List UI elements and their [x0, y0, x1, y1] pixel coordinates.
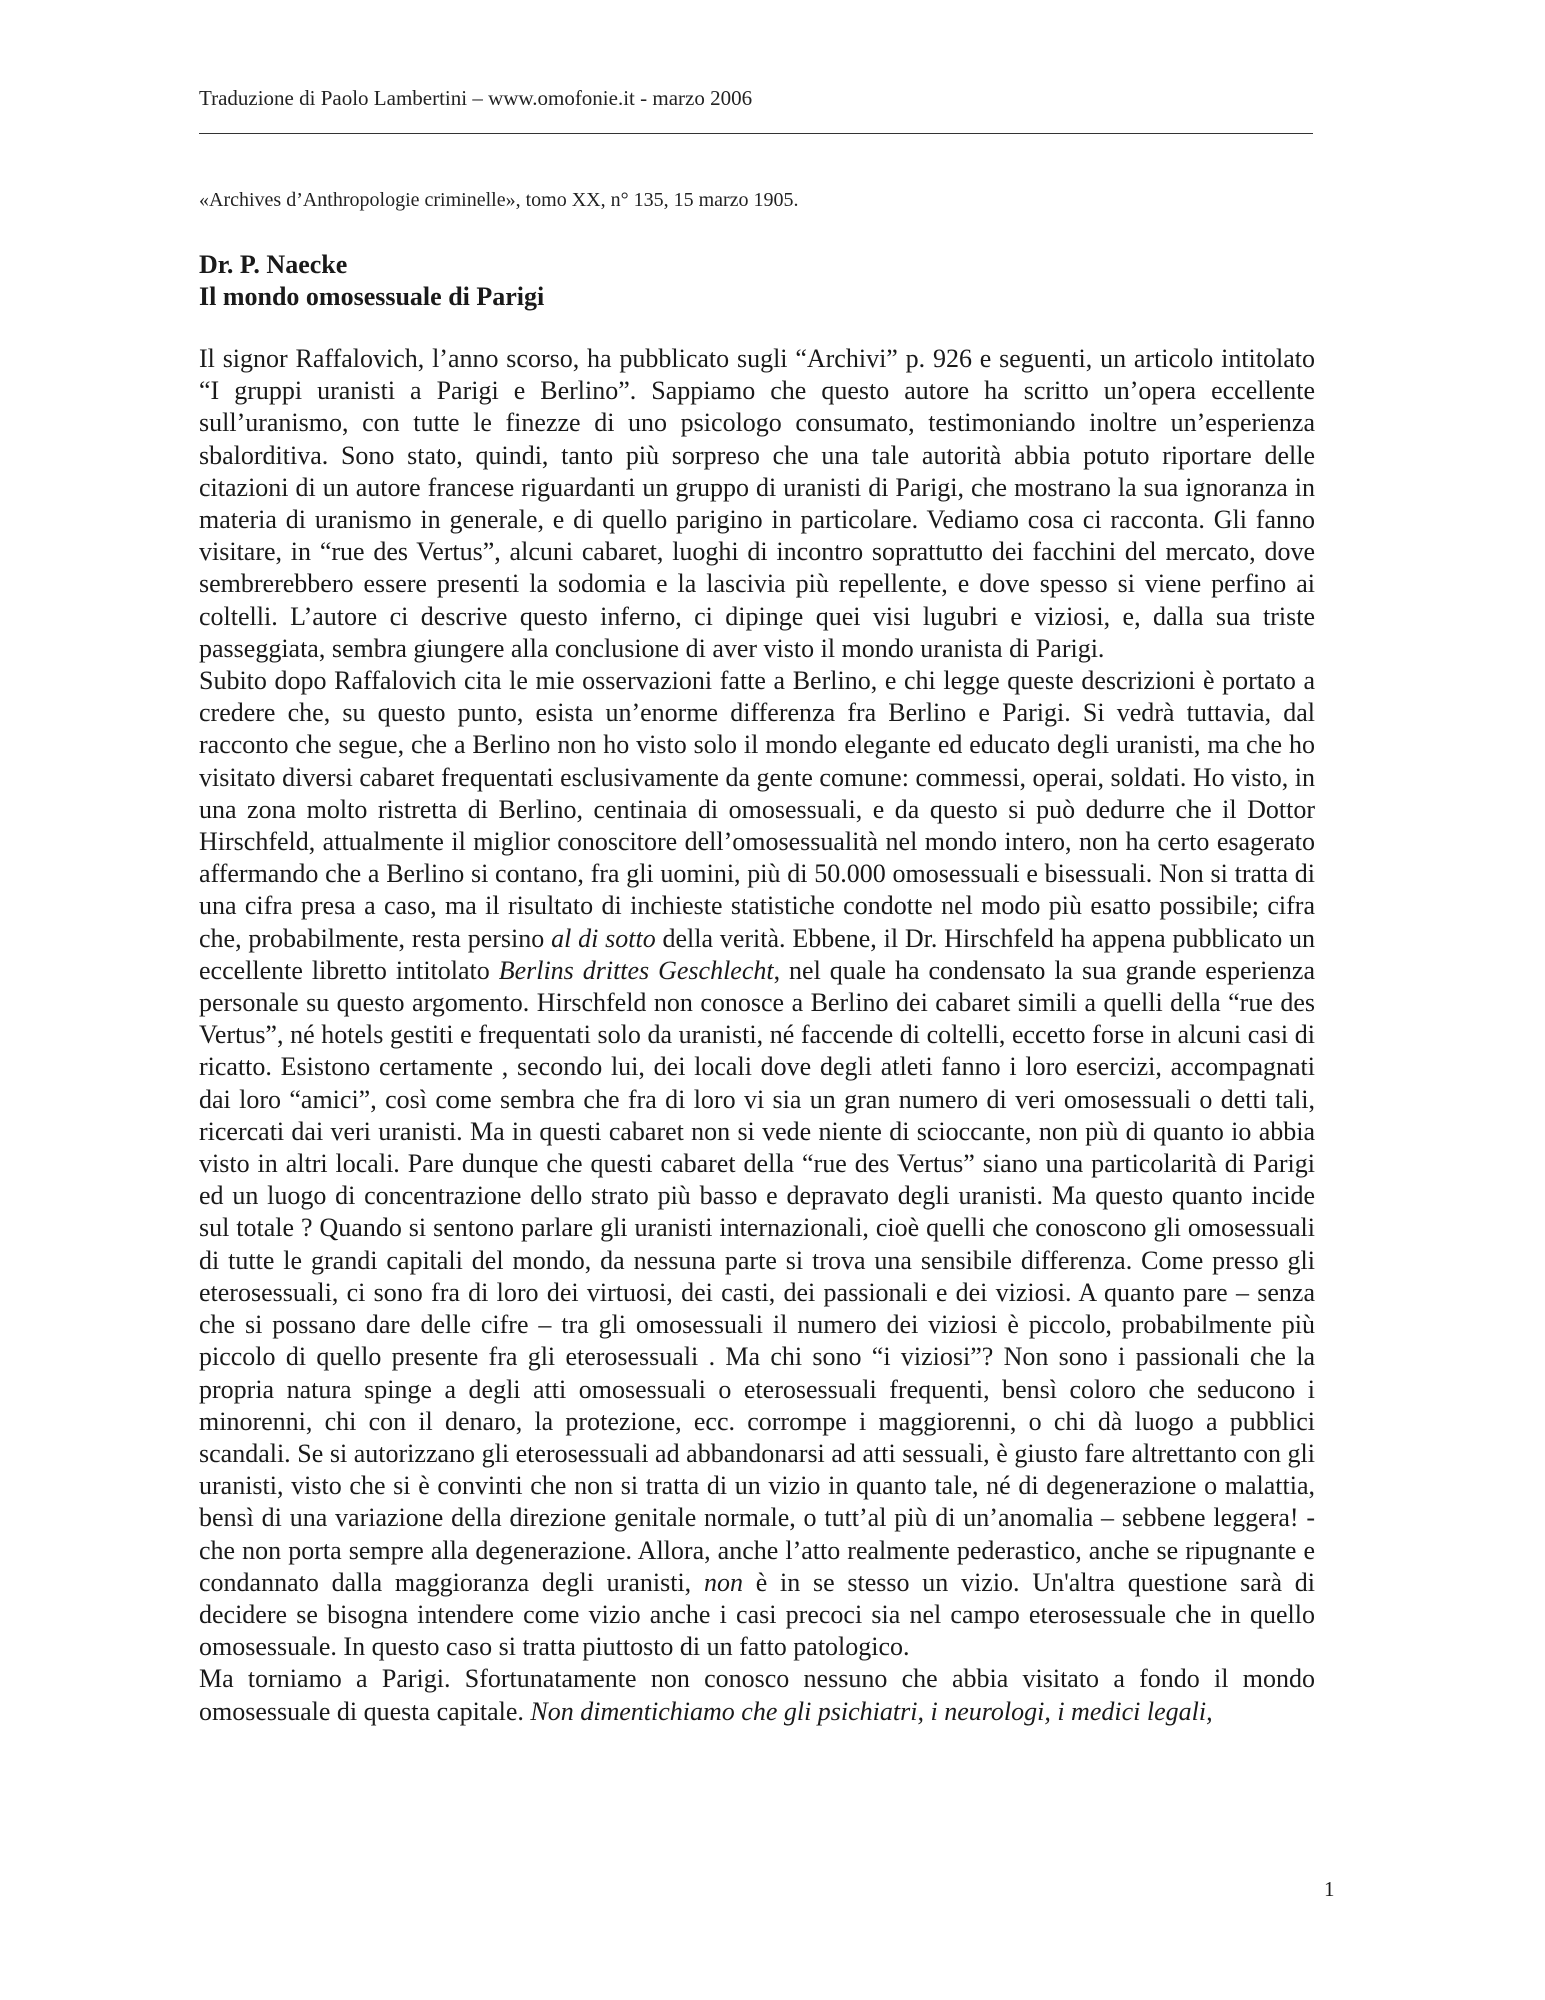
emphasis-al-di-sotto: al di sotto	[551, 923, 656, 953]
book-title-berlins-drittes-geschlecht: Berlins drittes Geschlecht	[498, 955, 774, 985]
paragraph-2-text-c: , nel quale ha condensato la sua grande esperienza personale su questo argomento. Hirschfeld non conosce a Berlino dei cabaret simili a quelli della “rue des Vertus”, né hotels gestiti e frequentati solo da uranisti, né faccende di coltelli, eccetto forse in alcuni casi di ricatto. Esistono certamente , secondo lui, dei locali dove degli atleti fanno i loro esercizi, accompagnati dai loro “amici”, così come sembra che fra di loro vi sia un gran numero di veri omosessuali o detti tali, ricercati dai veri uranisti. Ma in questi cabaret non si vede niente di scioccante, non più di quanto io abbia visto in altri locali. Pare dunque che questi cabaret della “rue des Vertus” siano una particolarità di Parigi ed un luogo di concentrazione dello strato più basso e depravato degli uranisti. Ma questo quanto incide sul totale ? Quando si sentono parlare gli uranisti internazionali, cioè quelli che conoscono gli omosessuali di tutte le grandi capitali del mondo, da nessuna parte si trova una sensibile differenza. Come presso gli eterosessuali, ci sono fra di loro dei virtuosi, dei casti, dei passionali e dei viziosi. A quanto pare – senza che si possano dare delle cifre – tra gli omosessuali il numero dei viziosi è piccolo, probabilmente più piccolo di quello presente fra gli eterosessuali . Ma chi sono “i viziosi”? Non sono i passionali che la propria natura spinge a degli atti omosessuali o eterosessuali frequenti, bensì coloro che seducono i minorenni, chi con il denaro, la protezione, ecc. corrompe i maggiorenni, o chi dà luogo a pubblici scandali. Se si autorizzano gli eterosessuali ad abbandonarsi ad atti sessuali, è giusto fare altrettanto con gli uranisti, visto che si è convinti che non si tratta di un vizio in quanto tale, né di degenerazione o malattia, bensì di una variazione della direzione genitale normale, o tutt’al più di un’anomalia – sebbene leggera! - che non porta sempre alla degenerazione. Allora, anche l’atto realmente pederastico, anche se ripugnante e condannato dalla maggioranza degli uranisti,	[199, 955, 1315, 1597]
paragraph-1: Il signor Raffalovich, l’anno scorso, ha pubblicato sugli “Archivi” p. 926 e seguenti, un articolo intitolato “I gruppi uranisti a Parigi e Berlino”. Sappiamo che questo autore ha scritto un’opera eccellente sull’uranismo, con tutte le finezze di uno psicologo consumato, testimoniando inoltre un’esperienza sbalorditiva. Sono stato, quindi, tanto più sorpreso che una tale autorità abbia potuto riportare delle citazioni di un autore francese riguardanti un gruppo di uranisti di Parigi, che mostrano la sua ignoranza in materia di uranismo in generale, e di quello parigino in particolare. Vediamo cosa ci racconta. Gli fanno visitare, in “rue des Vertus”, alcuni cabaret, luoghi di incontro soprattutto dei facchini del mercato, dove sembrerebbero essere presenti la sodomia e la lascivia più repellente, e dove spesso si viene perfino ai coltelli. L’autore ci descrive questo inferno, ci dipinge quei visi lugubri e viziosi, e, dalla sua triste passeggiata, sembra giungere alla conclusione di aver visto il mondo uranista di Parigi.	[199, 344, 1315, 663]
author-name: Dr. P. Naecke	[199, 250, 348, 279]
article-title: Il mondo omosessuale di Parigi	[199, 282, 545, 311]
header-rule	[199, 133, 1313, 134]
paragraph-2-text-b: della verità. Ebbene, il Dr. Hirschfeld ha appena pubblicato un eccellente libretto intitolato	[199, 923, 1316, 985]
emphasis-non: non	[703, 1567, 743, 1597]
paragraph-2-text-a: Subito dopo Raffalovich cita le mie osservazioni fatte a Berlino, e chi legge queste descrizioni è portato a credere che, su questo punto, esista un’enorme differenza fra Berlino e Parigi. Si vedrà tuttavia, dal racconto che segue, che a Berlino non ho visto solo il mondo elegante ed educato degli uranisti, ma che ho visitato diversi cabaret frequentati esclusivamente da gente comune: commessi, operai, soldati. Ho visto, in una zona molto ristretta di Berlino, centinaia di omosessuali, e da questo si può dedurre che il Dottor Hirschfeld, attualmente il miglior conoscitore dell’omosessualità nel mondo intero, non ha certo esagerato affermando che a Berlino si contano, fra gli uomini, più di 50.000 omosessuali e bisessuali. Non si tratta di una cifra presa a caso, ma il risultato di inchieste statistiche condotte nel modo più esatto possibile; cifra che, probabilmente, resta persino	[199, 666, 1315, 953]
source-citation: «Archives d’Anthropologie criminelle», tomo XX, n° 135, 15 marzo 1905.	[199, 189, 799, 211]
paragraph-3-text-a: Ma torniamo a Parigi. Sfortunatamente non conosco nessuno che abbia visitato a fondo il mondo omosessuale di questa capitale.	[199, 1664, 1315, 1726]
page-number: 1	[1324, 1877, 1335, 1901]
paragraph-3-italic: Non dimentichiamo che gli psichiatri, i neurologi, i medici legali,	[530, 1696, 1213, 1726]
paragraph-2-text-d: è in se stesso un vizio. Un'altra questione sarà di decidere se bisogna intendere come vizio anche i casi precoci sia nel campo eterosessuale che in quello omosessuale. In questo caso si tratta piuttosto di un fatto patologico.	[199, 1567, 1315, 1662]
article-body	[199, 343, 1315, 1728]
running-header: Traduzione di Paolo Lambertini – www.omofonie.it - marzo 2006	[199, 86, 753, 110]
paragraph-3	[199, 1663, 1315, 1727]
paragraph-2	[199, 665, 1315, 1663]
